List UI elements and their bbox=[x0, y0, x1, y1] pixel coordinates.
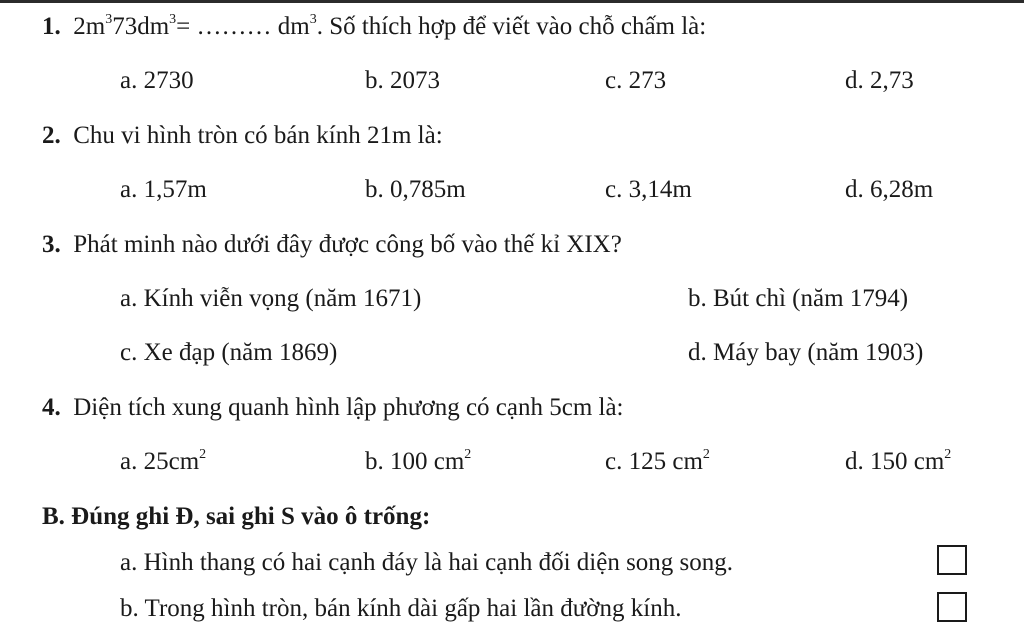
question-number: 3. bbox=[42, 231, 61, 258]
q1-sup-2: 3 bbox=[169, 12, 177, 27]
q4-option-a-sup: 2 bbox=[199, 447, 207, 462]
q2-option-a: a. 1,57m bbox=[120, 176, 207, 203]
q4-option-a-text: a. 25cm bbox=[120, 448, 200, 475]
q4-option-b bbox=[365, 447, 471, 477]
q1-text-mid: 73dm bbox=[112, 13, 170, 40]
q1-sup-3: 3 bbox=[309, 12, 317, 27]
q2-option-d: d. 6,28m bbox=[845, 176, 934, 203]
question-2 bbox=[42, 121, 443, 151]
q1-option-d: d. 2,73 bbox=[845, 67, 914, 94]
q4-option-b-text: b. 100 cm bbox=[365, 448, 465, 475]
answer-box-a[interactable] bbox=[937, 545, 967, 575]
q3-option-b: b. Bút chì (năm 1794) bbox=[688, 285, 909, 312]
q4-option-c-text: c. 125 cm bbox=[605, 448, 703, 475]
q1-option-b: b. 2073 bbox=[365, 67, 440, 94]
question-number: 1. bbox=[42, 13, 61, 40]
q1-sup-1: 3 bbox=[105, 12, 113, 27]
q3-option-d: d. Máy bay (năm 1903) bbox=[688, 339, 924, 366]
q1-text-post: . Số thích hợp để viết vào chỗ chấm là: bbox=[316, 13, 707, 40]
top-border bbox=[0, 0, 1024, 3]
q1-option-c: c. 273 bbox=[605, 67, 667, 94]
q4-option-d-text: d. 150 cm bbox=[845, 448, 945, 475]
q2-option-c: c. 3,14m bbox=[605, 176, 692, 203]
q4-option-d bbox=[845, 447, 951, 477]
section-b-title: B. Đúng ghi Đ, sai ghi S vào ô trống: bbox=[42, 503, 431, 530]
question-1 bbox=[42, 12, 706, 42]
q4-option-c-sup: 2 bbox=[702, 447, 710, 462]
q3-option-c: c. Xe đạp (năm 1869) bbox=[120, 339, 338, 366]
q1-option-a: a. 2730 bbox=[120, 67, 194, 94]
q2-option-b: b. 0,785m bbox=[365, 176, 466, 203]
answer-box-b[interactable] bbox=[937, 592, 967, 622]
q4-option-d-sup: 2 bbox=[944, 447, 952, 462]
q4-option-a bbox=[120, 447, 206, 477]
section-b-statement-b: b. Trong hình tròn, bán kính dài gấp hai lần đường kính. bbox=[120, 595, 682, 622]
q3-text: Phát minh nào dưới đây được công bố vào thế kỉ XIX? bbox=[73, 231, 622, 258]
question-number: 2. bbox=[42, 122, 61, 149]
section-b-statement-a: a. Hình thang có hai cạnh đáy là hai cạnh đối diện song song. bbox=[120, 549, 734, 576]
q4-text: Diện tích xung quanh hình lập phương có cạnh 5cm là: bbox=[73, 394, 624, 421]
q1-text-eq: = ……… dm bbox=[176, 13, 310, 40]
q3-option-a: a. Kính viễn vọng (năm 1671) bbox=[120, 285, 422, 312]
q4-option-c bbox=[605, 447, 710, 477]
question-3 bbox=[42, 230, 622, 260]
q4-option-b-sup: 2 bbox=[464, 447, 472, 462]
q1-text-pre: 2m bbox=[73, 13, 106, 40]
question-number: 4. bbox=[42, 394, 61, 421]
question-4 bbox=[42, 393, 624, 423]
q2-text: Chu vi hình tròn có bán kính 21m là: bbox=[73, 122, 443, 149]
